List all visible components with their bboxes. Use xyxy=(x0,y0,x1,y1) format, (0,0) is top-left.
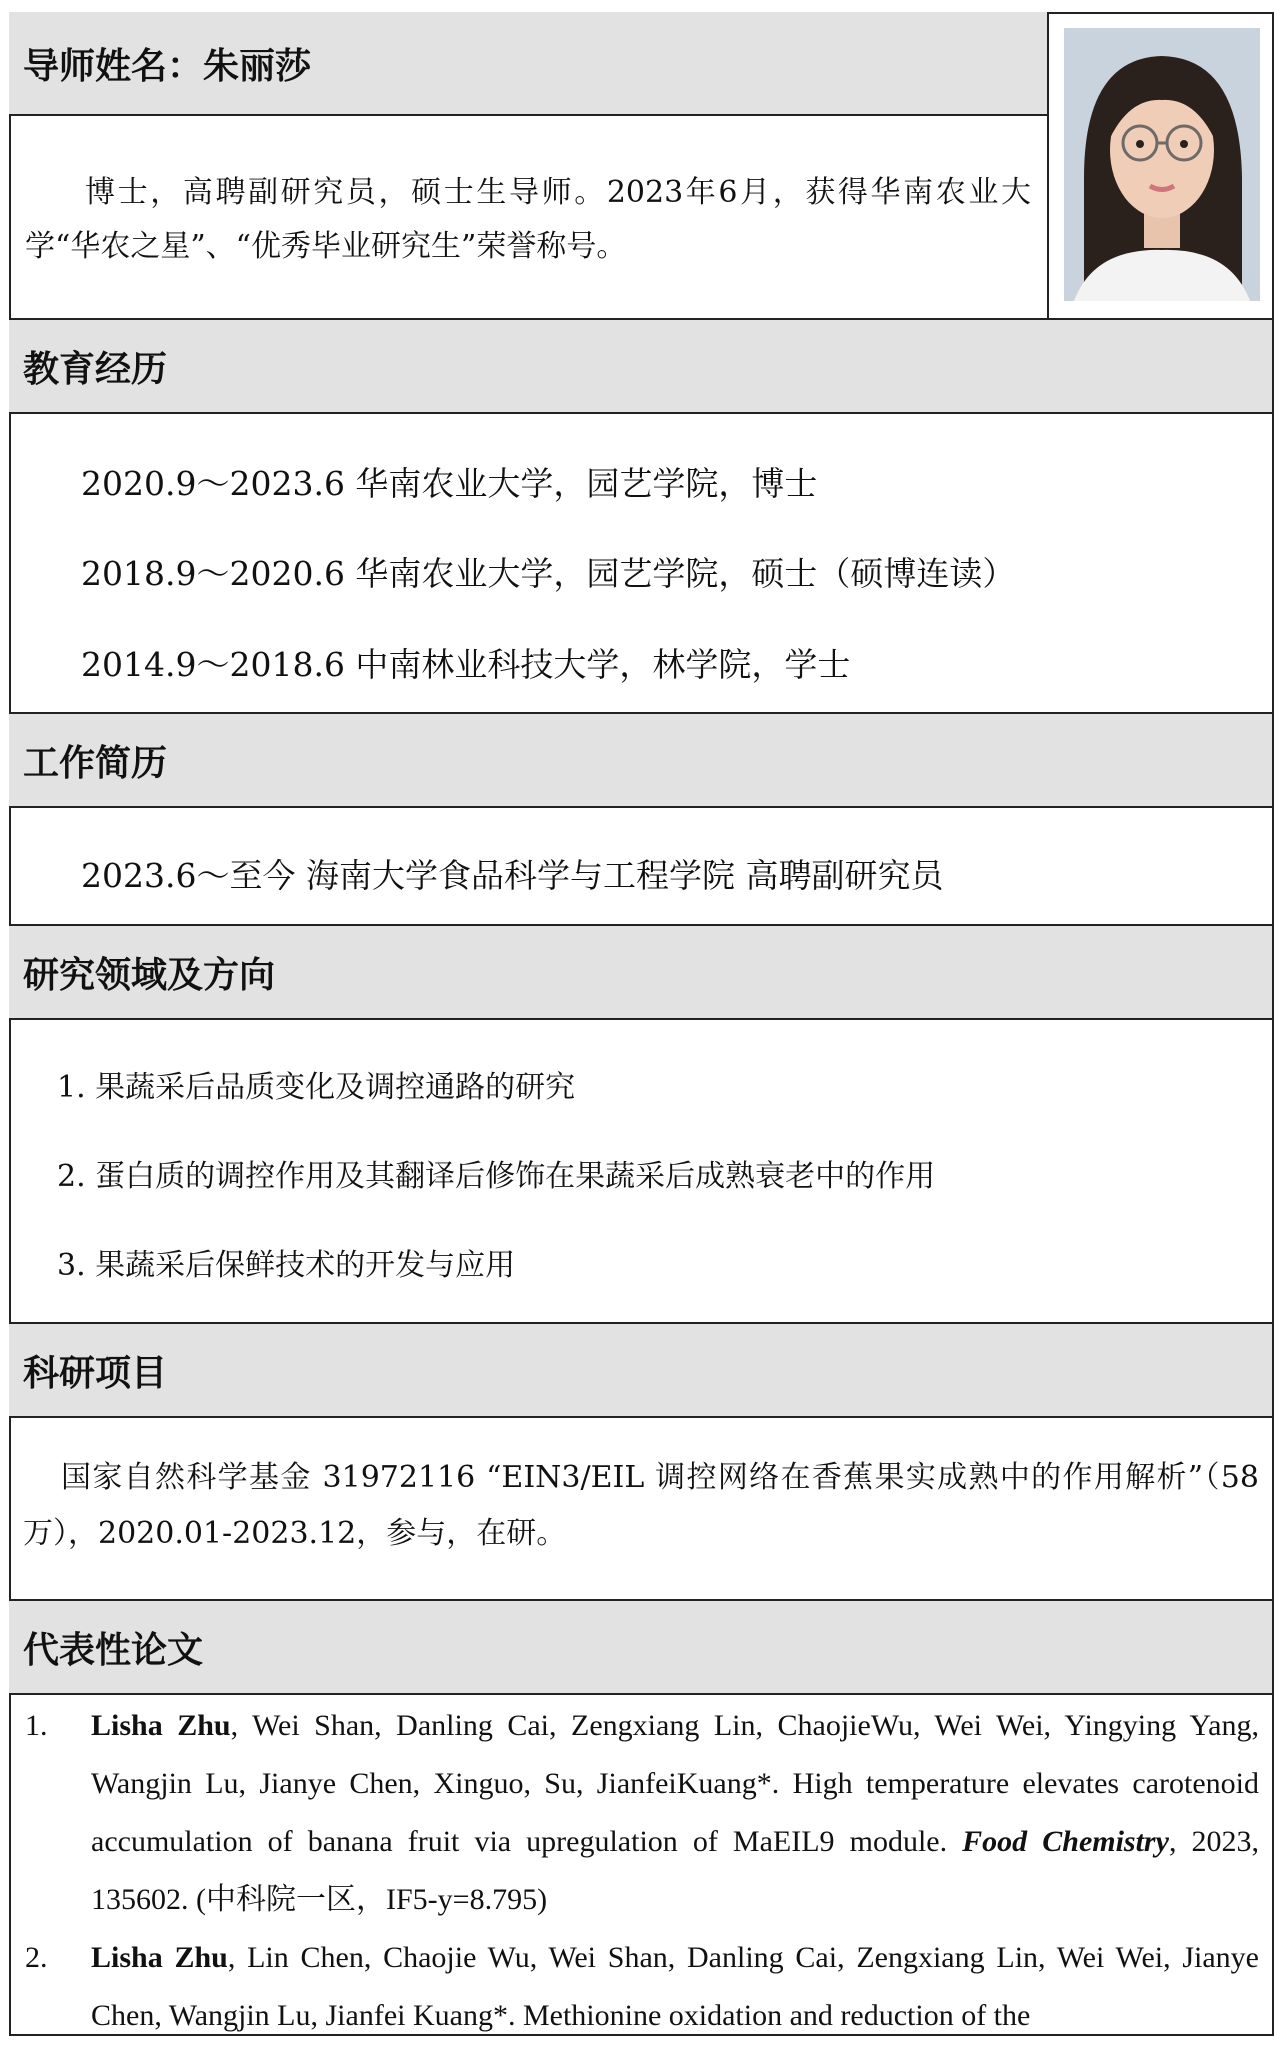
paper-journal: Food Chemistry xyxy=(962,1825,1169,1858)
papers-title: 代表性论文 xyxy=(23,1629,204,1671)
research-header xyxy=(9,924,1272,1020)
education-header xyxy=(9,318,1272,414)
profile-photo xyxy=(1064,28,1260,301)
research-item: 1. 果蔬采后品质变化及调控通路的研究 xyxy=(57,1070,576,1105)
profile-page xyxy=(9,12,1272,2034)
education-item: 2018.9～2020.6 华南农业大学，园艺学院，硕士（硕博连读） xyxy=(81,554,1016,593)
paper-body: , Wei Shan, Danling Cai, Zengxiang Lin, ChaojieWu, Wei Wei, Yingying Yang, Wangjin Lu, Jianye Chen, Xinguo, Su, JianfeiKuang*. High temperature elevates carotenoid accumulation of banana fruit via upregulation of MaEIL9 module. xyxy=(91,1709,1259,1858)
papers-list xyxy=(19,1697,1259,2045)
paper-author: Lisha Zhu xyxy=(91,1941,228,1974)
intro-text: 博士，高聘副研究员，硕士生导师。2023年6月，获得华南农业大学“华农之星”、“优秀毕业研究生”荣誉称号。 xyxy=(25,175,1031,264)
project-item: 国家自然科学基金 31972116 “EIN3/EIL 调控网络在香蕉果实成熟中的作用解析”（58万），2020.01-2023.12，参与，在研。 xyxy=(23,1460,1259,1551)
paper-tail: , 2023, 135602. (中科院一区，IF5-y=8.795) xyxy=(91,1825,1260,1916)
advisor-name-header xyxy=(9,12,1047,116)
paper-author: Lisha Zhu xyxy=(91,1709,231,1742)
work-header xyxy=(9,712,1272,808)
work-item: 2023.6～至今 海南大学食品科学与工程学院 高聘副研究员 xyxy=(81,856,944,895)
education-item: 2020.9～2023.6 华南农业大学，园艺学院，博士 xyxy=(81,464,818,503)
paper-number: 2. xyxy=(25,1941,48,1974)
research-item: 2. 蛋白质的调控作用及其翻译后修饰在果蔬采后成熟衰老中的作用 xyxy=(57,1159,936,1194)
research-item: 3. 果蔬采后保鲜技术的开发与应用 xyxy=(57,1248,516,1283)
papers-header xyxy=(9,1599,1272,1695)
projects-header xyxy=(9,1322,1272,1418)
education-title: 教育经历 xyxy=(23,348,168,390)
work-title: 工作简历 xyxy=(23,742,168,784)
advisor-name: 导师姓名：朱丽莎 xyxy=(23,45,312,87)
paper-number: 1. xyxy=(25,1709,48,1742)
education-item: 2014.9～2018.6 中南林业科技大学，林学院，学士 xyxy=(81,645,851,684)
paper-body: , Lin Chen, Chaojie Wu, Wei Shan, Danling Cai, Zengxiang Lin, Wei Wei, Jianye Chen, Wangjin Lu, Jianfei Kuang*. Methionine oxidation and reduction of the xyxy=(91,1941,1259,2032)
photo-cell xyxy=(1047,12,1272,318)
paper-item xyxy=(19,1697,1259,1929)
projects-title: 科研项目 xyxy=(23,1352,168,1394)
paper-item xyxy=(19,1929,1259,2045)
research-title: 研究领域及方向 xyxy=(23,954,276,996)
